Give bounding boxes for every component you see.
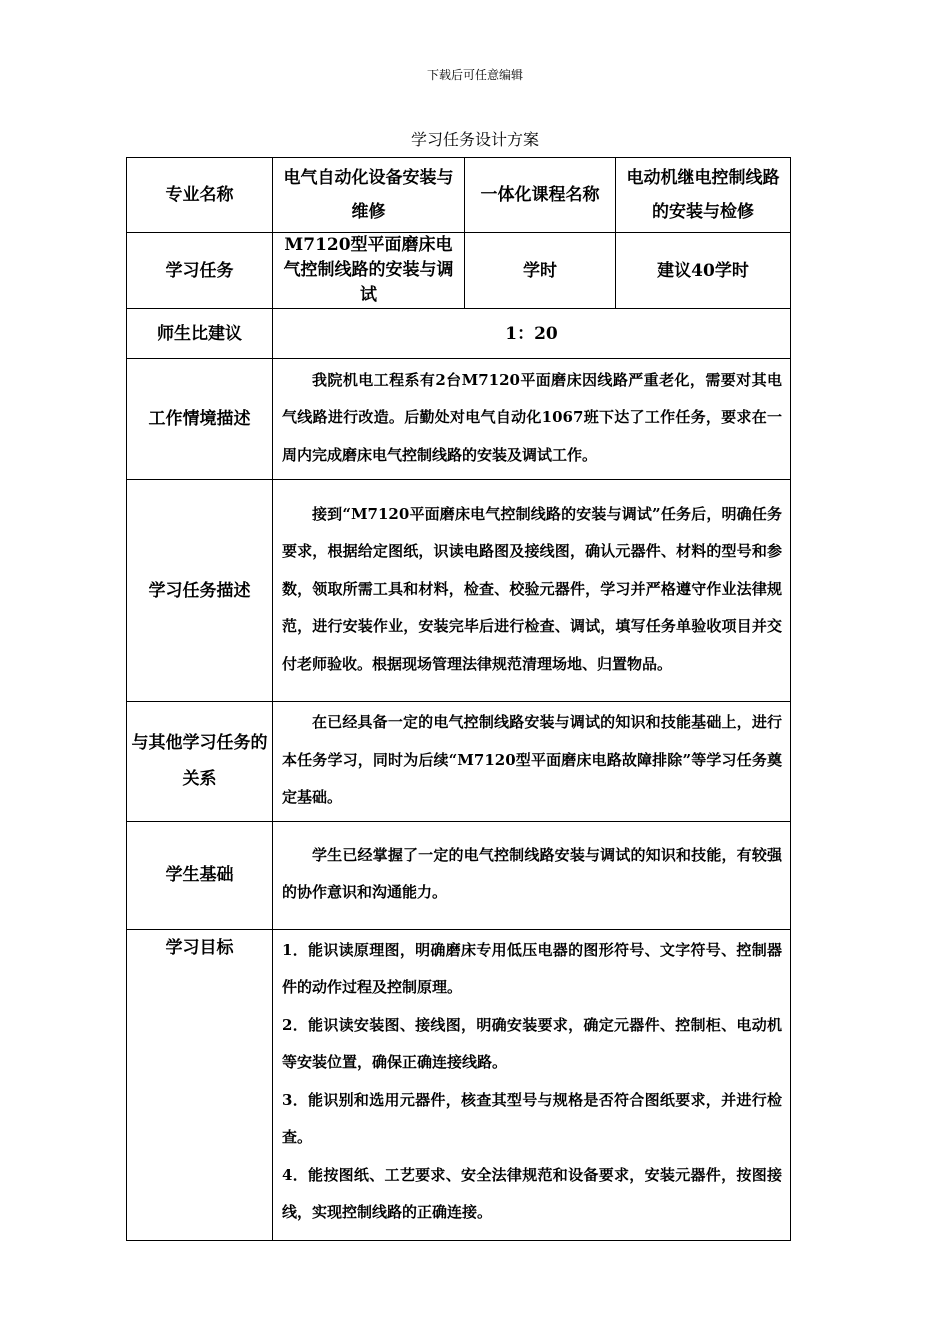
major-label: 专业名称 (127, 158, 273, 233)
table-row (127, 929, 791, 1240)
course-value: 电动机继电控制线路的安装与检修 (616, 158, 791, 233)
list-item: 1．能识读原理图，明确磨床专用低压电器的图形符号、文字符号、控制器件的动作过程及控制原理。 (282, 940, 782, 996)
table-row (127, 309, 791, 359)
major-value: 电气自动化设备安装与维修 (273, 158, 465, 233)
scenario-label: 工作情境描述 (127, 359, 273, 480)
list-item: 4．能按图纸、工艺要求、安全法律规范和设备要求，安装元器件，按图接线，实现控制线路的正确连接。 (282, 1165, 782, 1221)
relation-label: 与其他学习任务的关系 (127, 702, 273, 822)
ratio-value: 1：20 (273, 309, 791, 359)
basis-label: 学生基础 (127, 821, 273, 929)
task-label: 学习任务 (127, 233, 273, 309)
hours-label: 学时 (465, 233, 616, 309)
hours-value: 建议40学时 (616, 233, 791, 309)
ratio-label: 师生比建议 (127, 309, 273, 359)
table-row (127, 702, 791, 822)
table-row (127, 480, 791, 702)
table-row (127, 233, 791, 309)
course-label: 一体化课程名称 (465, 158, 616, 233)
goals-label: 学习目标 (127, 929, 273, 1240)
document-title: 学习任务设计方案 (410, 130, 539, 149)
list-item: 2．能识读安装图、接线图，明确安装要求，确定元器件、控制柜、电动机等安装位置，确保正确连接线路。 (282, 1015, 782, 1071)
header-note: 下载后可任意编辑 (426, 68, 523, 82)
list-item: 3．能识别和选用元器件，核查其型号与规格是否符合图纸要求，并进行检查。 (282, 1090, 782, 1146)
relation-text: 在已经具备一定的电气控制线路安装与调试的知识和技能基础上，进行本任务学习，同时为后续“M7120型平面磨床电路故障排除”等学习任务奠定基础。 (273, 702, 791, 822)
basis-text: 学生已经掌握了一定的电气控制线路安装与调试的知识和技能，有较强的协作意识和沟通能力。 (273, 821, 791, 929)
scenario-text: 我院机电工程系有2台M7120平面磨床因线路严重老化，需要对其电气线路进行改造。后勤处对电气自动化1067班下达了工作任务，要求在一周内完成磨床电气控制线路的安装及调试工作。 (273, 359, 791, 480)
task-description-text: 接到“M7120平面磨床电气控制线路的安装与调试”任务后，明确任务要求，根据给定图纸，识读电路图及接线图，确认元器件、材料的型号和参数，领取所需工具和材料，检查、校验元器件，学习并严格遵守作业法律规范，进行安装作业，安装完毕后进行检查、调试，填写任务单验收项目并交付老师验收。根据现场管理法律规范清理场地、归置物品。 (273, 480, 791, 702)
goals-list (273, 929, 791, 1240)
table-row (127, 821, 791, 929)
task-value: M7120型平面磨床电气控制线路的安装与调试 (273, 233, 465, 309)
table-row (127, 158, 791, 233)
plan-table (126, 157, 791, 1241)
task-description-label: 学习任务描述 (127, 480, 273, 702)
table-row (127, 359, 791, 480)
